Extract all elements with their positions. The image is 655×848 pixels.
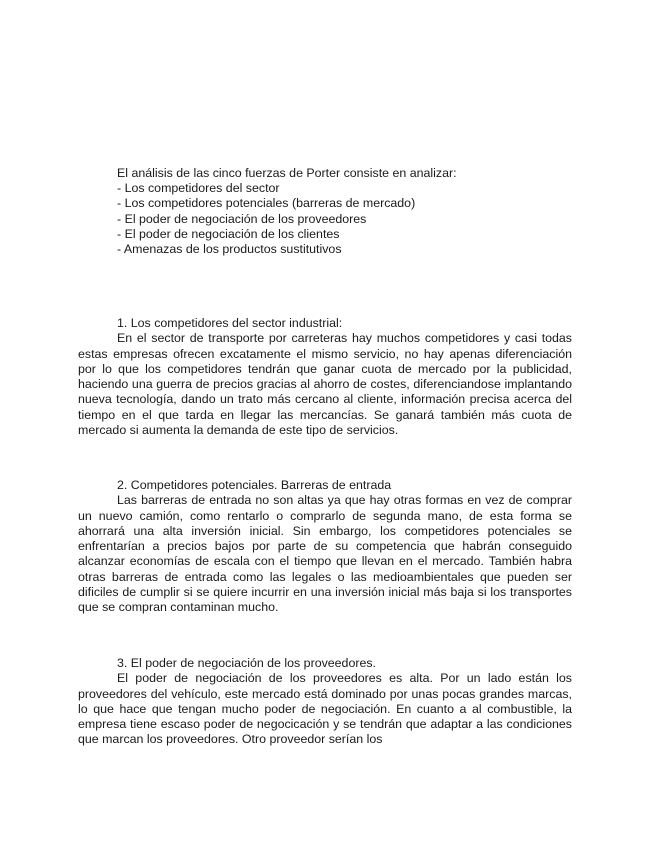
section-supplier-power <box>78 656 572 748</box>
list-item: - Los competidores del sector <box>117 181 280 196</box>
section-body: En el sector de transporte por carreteras hay muchos competidores y casi todas estas empresas ofrecen excatamente el mismo servicio, no hay apenas diferenciación por lo que los competidores tendrán que ganar cuota de mercado por la publicidad, haciendo una guerra de precios gracias al ahorro de costes, diferenciandose implantando nueva tecnología, dando un trato más cercano al cliente, información precisa acerca del tiempo en el que tarda en llegar las mercancías. Se ganará también más cuota de mercado si aumenta la demanda de este tipo de servicios. <box>78 331 572 438</box>
section-body: El poder de negociación de los proveedores es alta. Por un lado están los proveedores del vehículo, este mercado está dominado por unas pocas grandes marcas, lo que hace que tengan mucho poder de negociación. En cuanto a al combustible, la empresa tiene escaso poder de negocicación y se tendrán que adaptar a las condiciones que marcan los proveedores. Otro proveedor serían los <box>78 671 572 747</box>
list-item: - El poder de negociación de los proveedores <box>117 211 367 226</box>
list-item: - El poder de negociación de los clientes <box>117 226 340 241</box>
section-potential-competitors <box>78 478 572 616</box>
intro-heading: El análisis de las cinco fuerzas de Porter consiste en analizar: <box>117 166 457 180</box>
list-item: - Amenazas de los productos sustitutivos <box>117 242 342 257</box>
list-item: - Los competidores potenciales (barreras de mercado) <box>117 196 416 211</box>
intro-block <box>117 166 587 257</box>
section-title: 3. El poder de negociación de los proveedores. <box>117 656 376 670</box>
section-title: 1. Los competidores del sector industrial: <box>117 316 343 330</box>
section-body: Las barreras de entrada no son altas ya que hay otras formas en vez de comprar un nuevo camión, como rentarlo o comprarlo de segunda mano, de esta forma se ahorrará una alta inversión inicial. Sin embargo, los competidores potenciales se enfrentarían a precios bajos por parte de su competencia que habrán conseguido alcanzar economías de escala con el tiempo que llevan en el mercado. También habra otras barreras de entrada como las legales o las medioambientales que pueden ser dificiles de cumplir si se quiere incurrir en una inversión inicial más baja si los transportes que se compran contaminan mucho. <box>78 493 572 615</box>
section-title: 2. Competidores potenciales. Barreras de entrada <box>117 478 392 492</box>
section-competitors <box>78 316 572 438</box>
